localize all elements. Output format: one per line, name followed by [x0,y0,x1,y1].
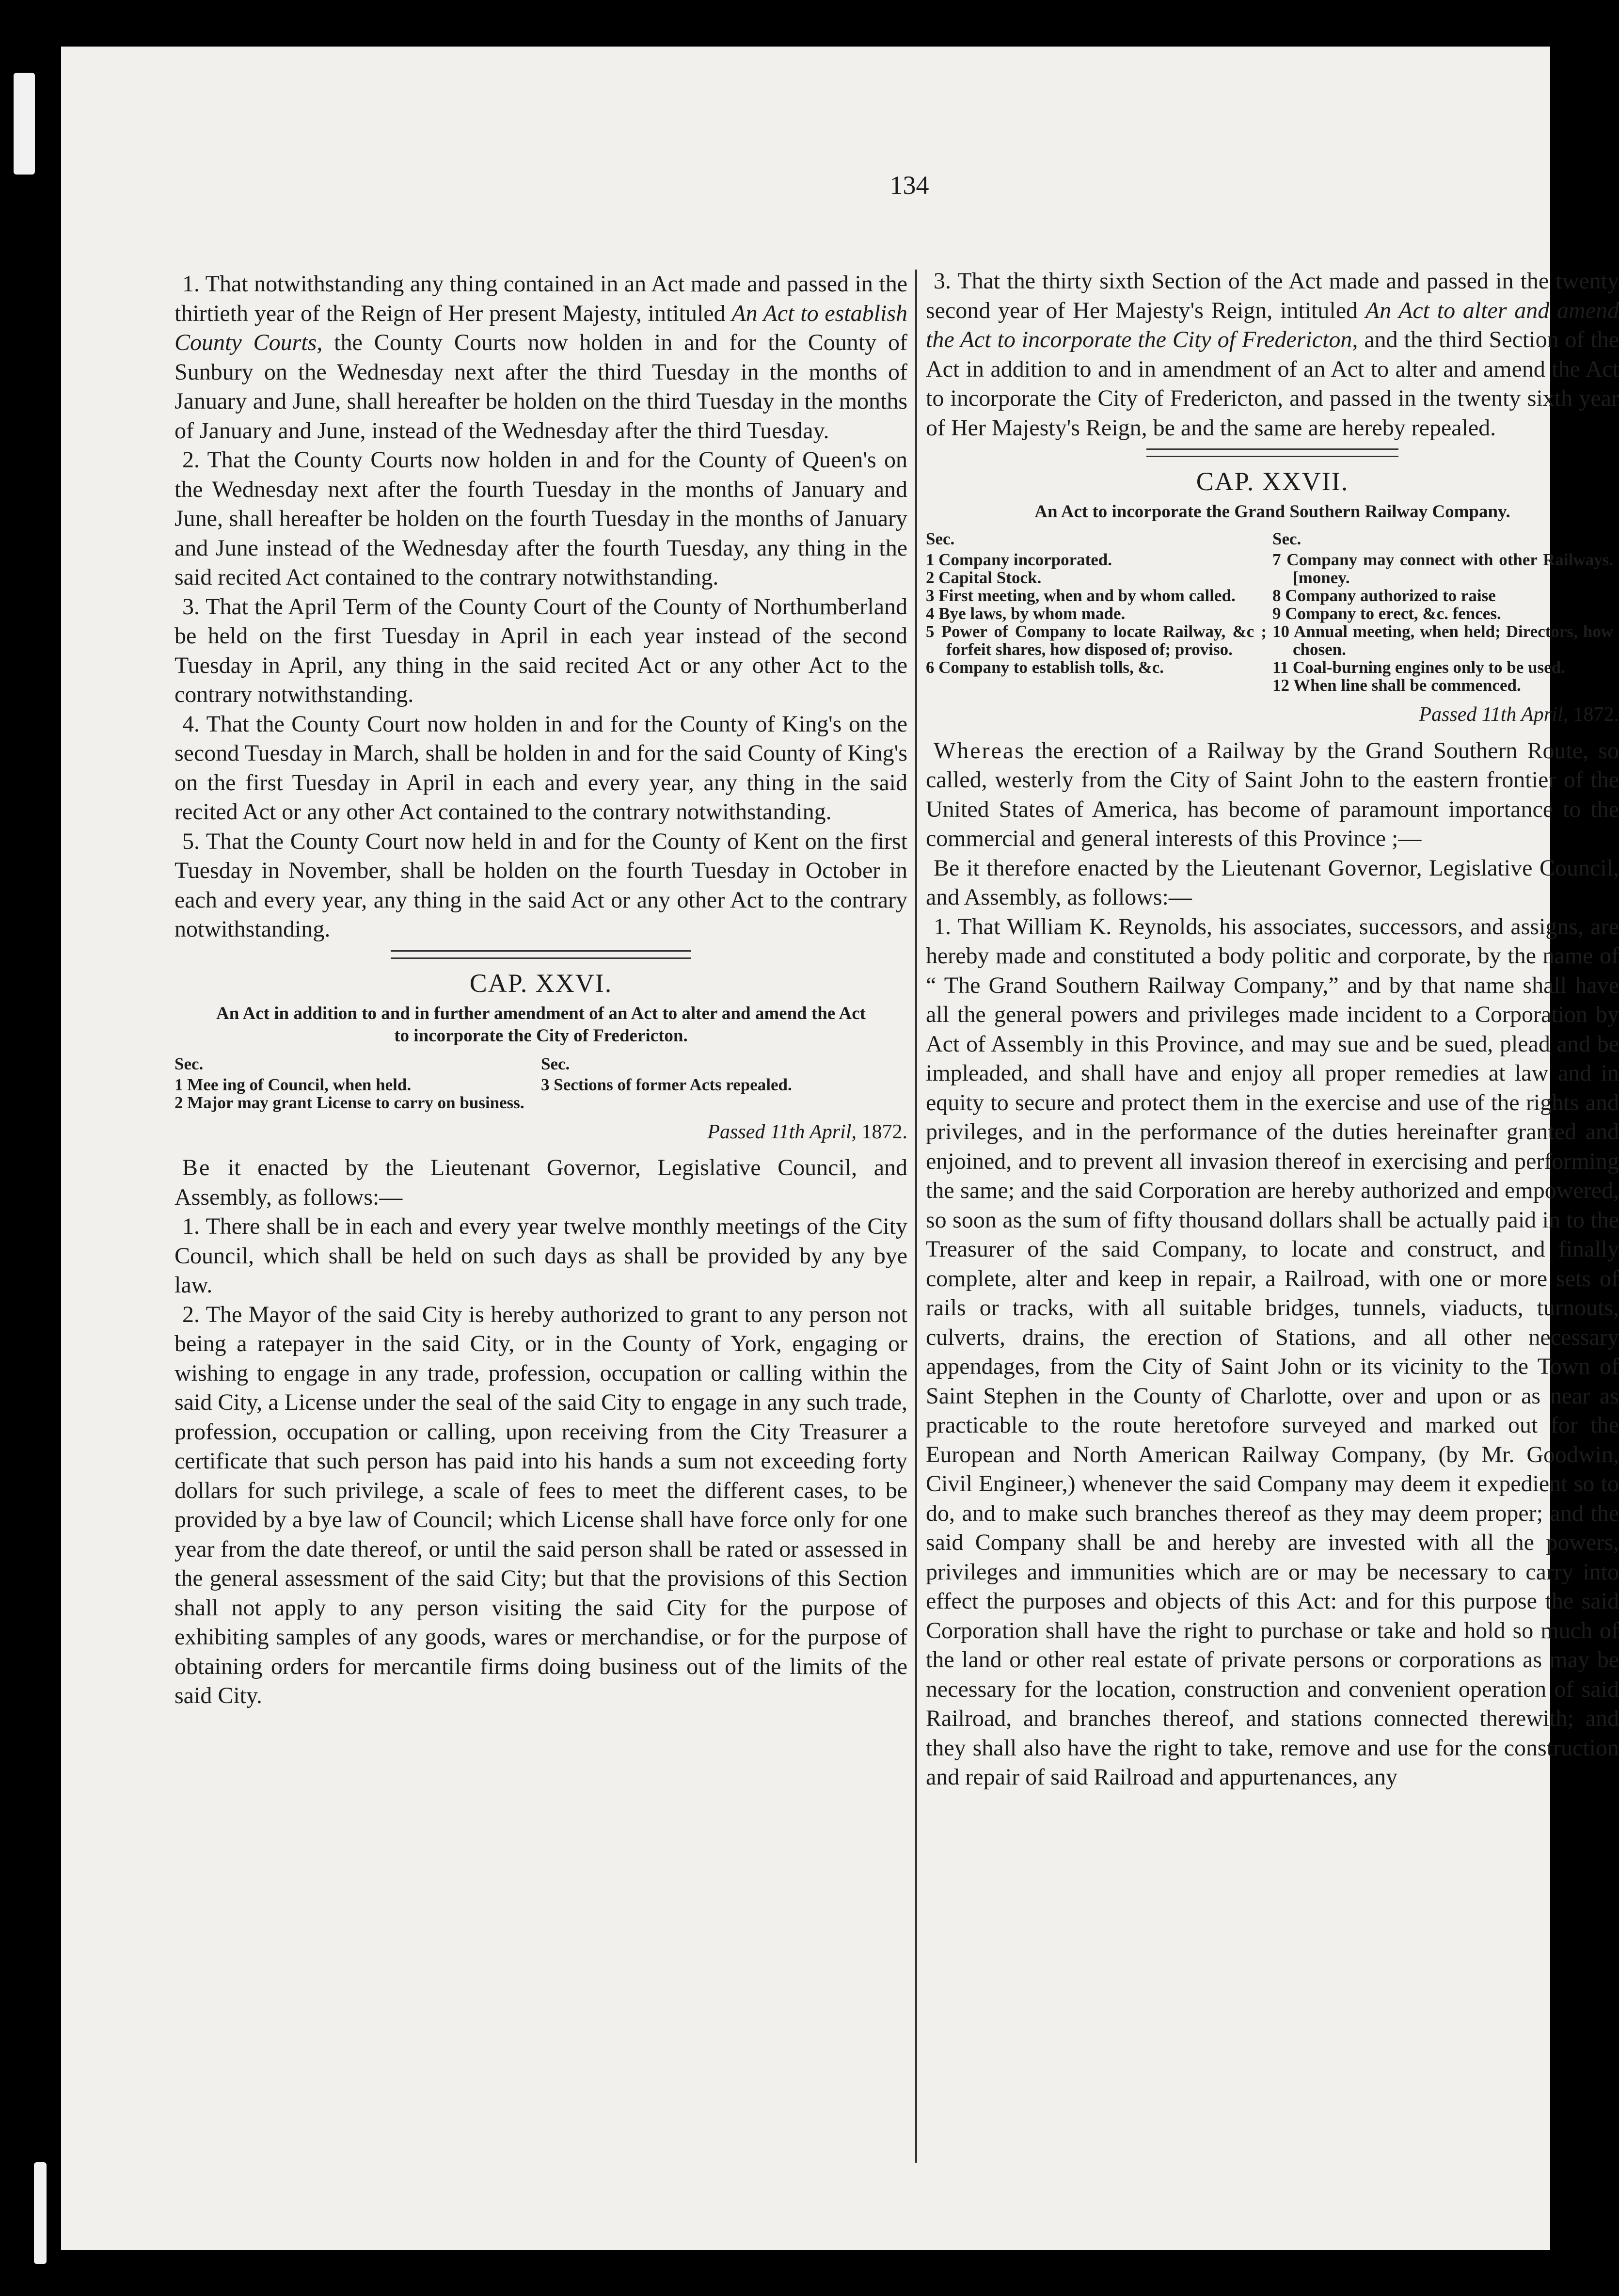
paragraph-text: 1. That William K. Reynolds, his associates, successors, and assigns, are hereby made and constituted a body politic and corporate, by the name of “ The Grand Southern Railway Company,” and by that name shall have all the general powers and privileges made incident to a Corporation by Act of Assembly in this Province, and may sue and be sued, plead and be impleaded, and shall have and enjoy all proper remedies at law and in equity to secure and protect them in the exercise and use of the rights and privileges, and in the performance of the duties hereinafter granted and enjoined, and to prevent all invasion thereof in exercising and performing the same; and the said Corporation are hereby authorized and empowered, so soon as the sum of fifty thousand dollars shall be actually paid in to the Treasurer of the said Company, to locate and construct, and finally complete, alter and keep in repair, a Railroad, with one or more sets of rails or tracks, with all suitable bridges, tunnels, viaducts, turnouts, culverts, drains, the erection of Stations, and all other necessary appendages, from the City of Saint John or its vicinity to the Town of Saint Stephen in the County of Charlotte, over and upon or as near as practicable to the route heretofore surveyed and marked out for the European and North American Railway Company, (by Mr. Goodwin, Civil Engineer,) whenever the said Company may deem it expedient so to do, and to make such branches thereof as they may deem proper; and the said Company shall be and hereby are invested with all the powers, privileges and immunities which are or may be necessary to carry into effect the purposes and objects of this Act: and for this purpose the said Corporation shall have the right to purchase or take and hold so much of the land or other real estate of private persons or corporations as may be necessary for the location, construction and convenient operation of said Railroad, and branches thereof, and stations connected therewith; and they shall also have the right to take, remove and use for the construction and repair of said Railroad and appurtenances, any [926,913,1619,1790]
act-citation: An Act to alter and amend the Act to incorporate the City of Fredericton, [926,297,1619,352]
cap27-sections [926,912,1619,1792]
scan-margin-tab [34,2162,47,2264]
section-paragraph [926,912,1619,1792]
scan-margin-tab [14,73,35,175]
cap-heading: CAP. XXVI. [469,968,613,998]
column-divider [915,270,917,2163]
passed-date [175,1117,907,1147]
section-index-left [926,530,1272,694]
section-index-item: 1 Company incorporated. [926,550,1112,569]
paragraph-text: 3. That the April Term of the County Court of the County of Northumberland be held on the first Tuesday in April in each year instead of the second Tuesday in April, any thing in the said recited Act or any other Act to the contrary notwithstanding. [175,593,907,707]
section-index-item: 1 Mee ing of Council, when held. [175,1075,412,1094]
section-index-item: 4 Bye laws, by whom made. [926,604,1126,623]
section-index-item: 3 First meeting, when and by whom called. [926,586,1236,605]
cap-heading: CAP. XXVII. [1196,467,1349,496]
paragraph-text: 1. That notwithstanding any thing contained in an Act made and passed in the thirtieth year of the Reign of Her present Majesty, intituled [175,271,907,326]
section-index-item: 10 Annual meeting, when held; Directors, how chosen. [1272,622,1613,659]
paragraph-text: 4. That the County Court now holden in and for the County of King's on the second Tuesday in March, shall be holden in and for the said County of King's on the first Tuesday in April in each and every year, any thing in the said recited Act or any other Act contained to the contrary notwithstanding. [175,711,907,825]
paragraph-text: 1. There shall be in each and every year twelve monthly meetings of the City Council, which shall be held on such days as shall be provided by any bye law. [175,1213,907,1298]
right-column [926,267,1619,1792]
section-index-item: 12 When line shall be commenced. [1272,676,1521,695]
preamble [926,736,1619,854]
preamble-text: the erection of a Railway by the Grand Southern Route, so called, westerly from the City of Saint John to the eastern frontier of the United States of America, has become of paramount importance to the commercial and general interests of this Province ;— [926,737,1619,851]
section-index-item: 3 Sections of former Acts repealed. [541,1075,792,1094]
sec-label: Sec. [1272,529,1302,548]
sec-label: Sec. [926,529,955,548]
section-paragraph [926,267,1619,443]
section-rule [391,950,691,959]
left-column [175,270,907,1711]
paragraph-text: 2. That the County Courts now holden in and for the County of Queen's on the Wednesday next after the fourth Tuesday in the months of January and June, shall hereafter be holden on the fourth Tuesday in the months of January and June instead of the Wednesday after the fourth Tuesday, any thing in the said recited Act contained to the contrary notwithstanding. [175,447,907,590]
section-index-item: 5 Power of Company to locate Railway, &c ; forfeit shares, how disposed of; proviso. [926,622,1267,659]
section-paragraph [175,592,907,710]
preamble-first-word: Whereas [934,737,1025,764]
paragraph-text: the County Courts now holden in and for the County of Sunbury on the Wednesday next after the third Tuesday in the months of January and June, shall hereafter be holden on the third Tuesday in the months of January and June, instead of the Wednesday after the third Tuesday. [175,330,907,444]
section-index-item: 6 Company to establish tolls, &c. [926,658,1164,677]
enacting-clause: Be it therefore enacted by the Lieutenant Governor, Legislative Council, and Assembly, as follows:— [926,855,1619,910]
passed-year: 1872. [1568,703,1619,726]
section-index-left [175,1055,541,1112]
paragraph-text: 5. That the County Court now held in and for the County of Kent on the first Tuesday in November, shall be holden on the fourth Tuesday in October in each and every year, any thing in the said Act or any other Act to the contrary notwithstanding. [175,828,907,942]
section-paragraph [175,270,907,446]
passed-day: 11th April, [1481,703,1568,726]
passed-day: 11th April, [770,1120,857,1143]
document-page [61,47,1619,2250]
enacting-first-word: Be [182,1155,211,1180]
act-title: An Act in addition to and in further amendment of an Act to alter and amend the Act to incorporate the City of Fredericton. [216,1003,866,1046]
section-index [926,530,1619,694]
section-index [175,1055,907,1112]
section-paragraph [175,1300,907,1711]
section-rule [1146,448,1398,457]
section-index-item: 2 Major may grant License to carry on business. [175,1093,524,1112]
cap26-sections [175,1212,907,1711]
enacting-text: it enacted by the Lieutenant Governor, Legislative Council, and Assembly, as follows:— [175,1155,907,1210]
right-top-section [926,267,1619,443]
section-paragraph [175,710,907,827]
paragraph-text: and the third Section of the Act in addition to and in amendment of an Act to alter and amend the Act to incorporate the City of Fredericton, and passed in the twenty sixth year of Her Majesty's Reign, be and the same are hereby repealed. [926,327,1619,441]
section-index-item: 7 Company may connect with other Railways. [money. [1272,550,1613,587]
section-paragraph [175,446,907,592]
section-paragraph [175,1212,907,1300]
section-index-right [541,1055,907,1112]
sec-label: Sec. [541,1054,570,1073]
section-paragraph [175,827,907,944]
section-index-right [1272,530,1619,694]
enacting-clause [175,1153,907,1212]
section-index-item: 8 Company authorized to raise [1272,586,1496,605]
left-top-section [175,270,907,944]
section-index-item: 9 Company to erect, &c. fences. [1272,604,1501,623]
page-number: 134 [889,171,929,200]
passed-prefix: Passed [707,1120,770,1143]
paragraph-text: 3. That the thirty sixth Section of the Act made and passed in the twenty second year of Her Majesty's Reign, intituled [926,268,1619,323]
passed-prefix: Passed [1419,703,1482,726]
section-index-item: 2 Capital Stock. [926,568,1042,587]
passed-date [926,700,1619,730]
sec-label: Sec. [175,1054,204,1073]
act-citation: An Act to establish County Courts, [175,300,907,355]
paragraph-text: 2. The Mayor of the said City is hereby authorized to grant to any person not being a ratepayer in the said City, or in the County of York, engaging or wishing to engage in any trade, profession, occupation or calling within the said City, a License under the seal of the said City to engage in any such trade, profession, occupation or calling, upon receiving from the City Treasurer a certificate that such person has paid into his hands a sum not exceeding forty dollars for such privilege, a scale of fees to meet the different cases, to be provided by a bye law of Council; which License shall have force only for one year from the date thereof, or until the said person shall be rated or assessed in the general assessment of the said City; but that the provisions of this Section shall not apply to any person visiting the said City for the purpose of exhibiting samples of any goods, wares or merchandise, or for the purpose of obtaining orders for mercantile firms doing business out of the limits of the said City. [175,1301,907,1708]
section-index-item: 11 Coal-burning engines only to be used. [1272,658,1565,677]
act-title: An Act to incorporate the Grand Southern Railway Company. [1034,502,1510,522]
passed-year: 1872. [857,1120,907,1143]
